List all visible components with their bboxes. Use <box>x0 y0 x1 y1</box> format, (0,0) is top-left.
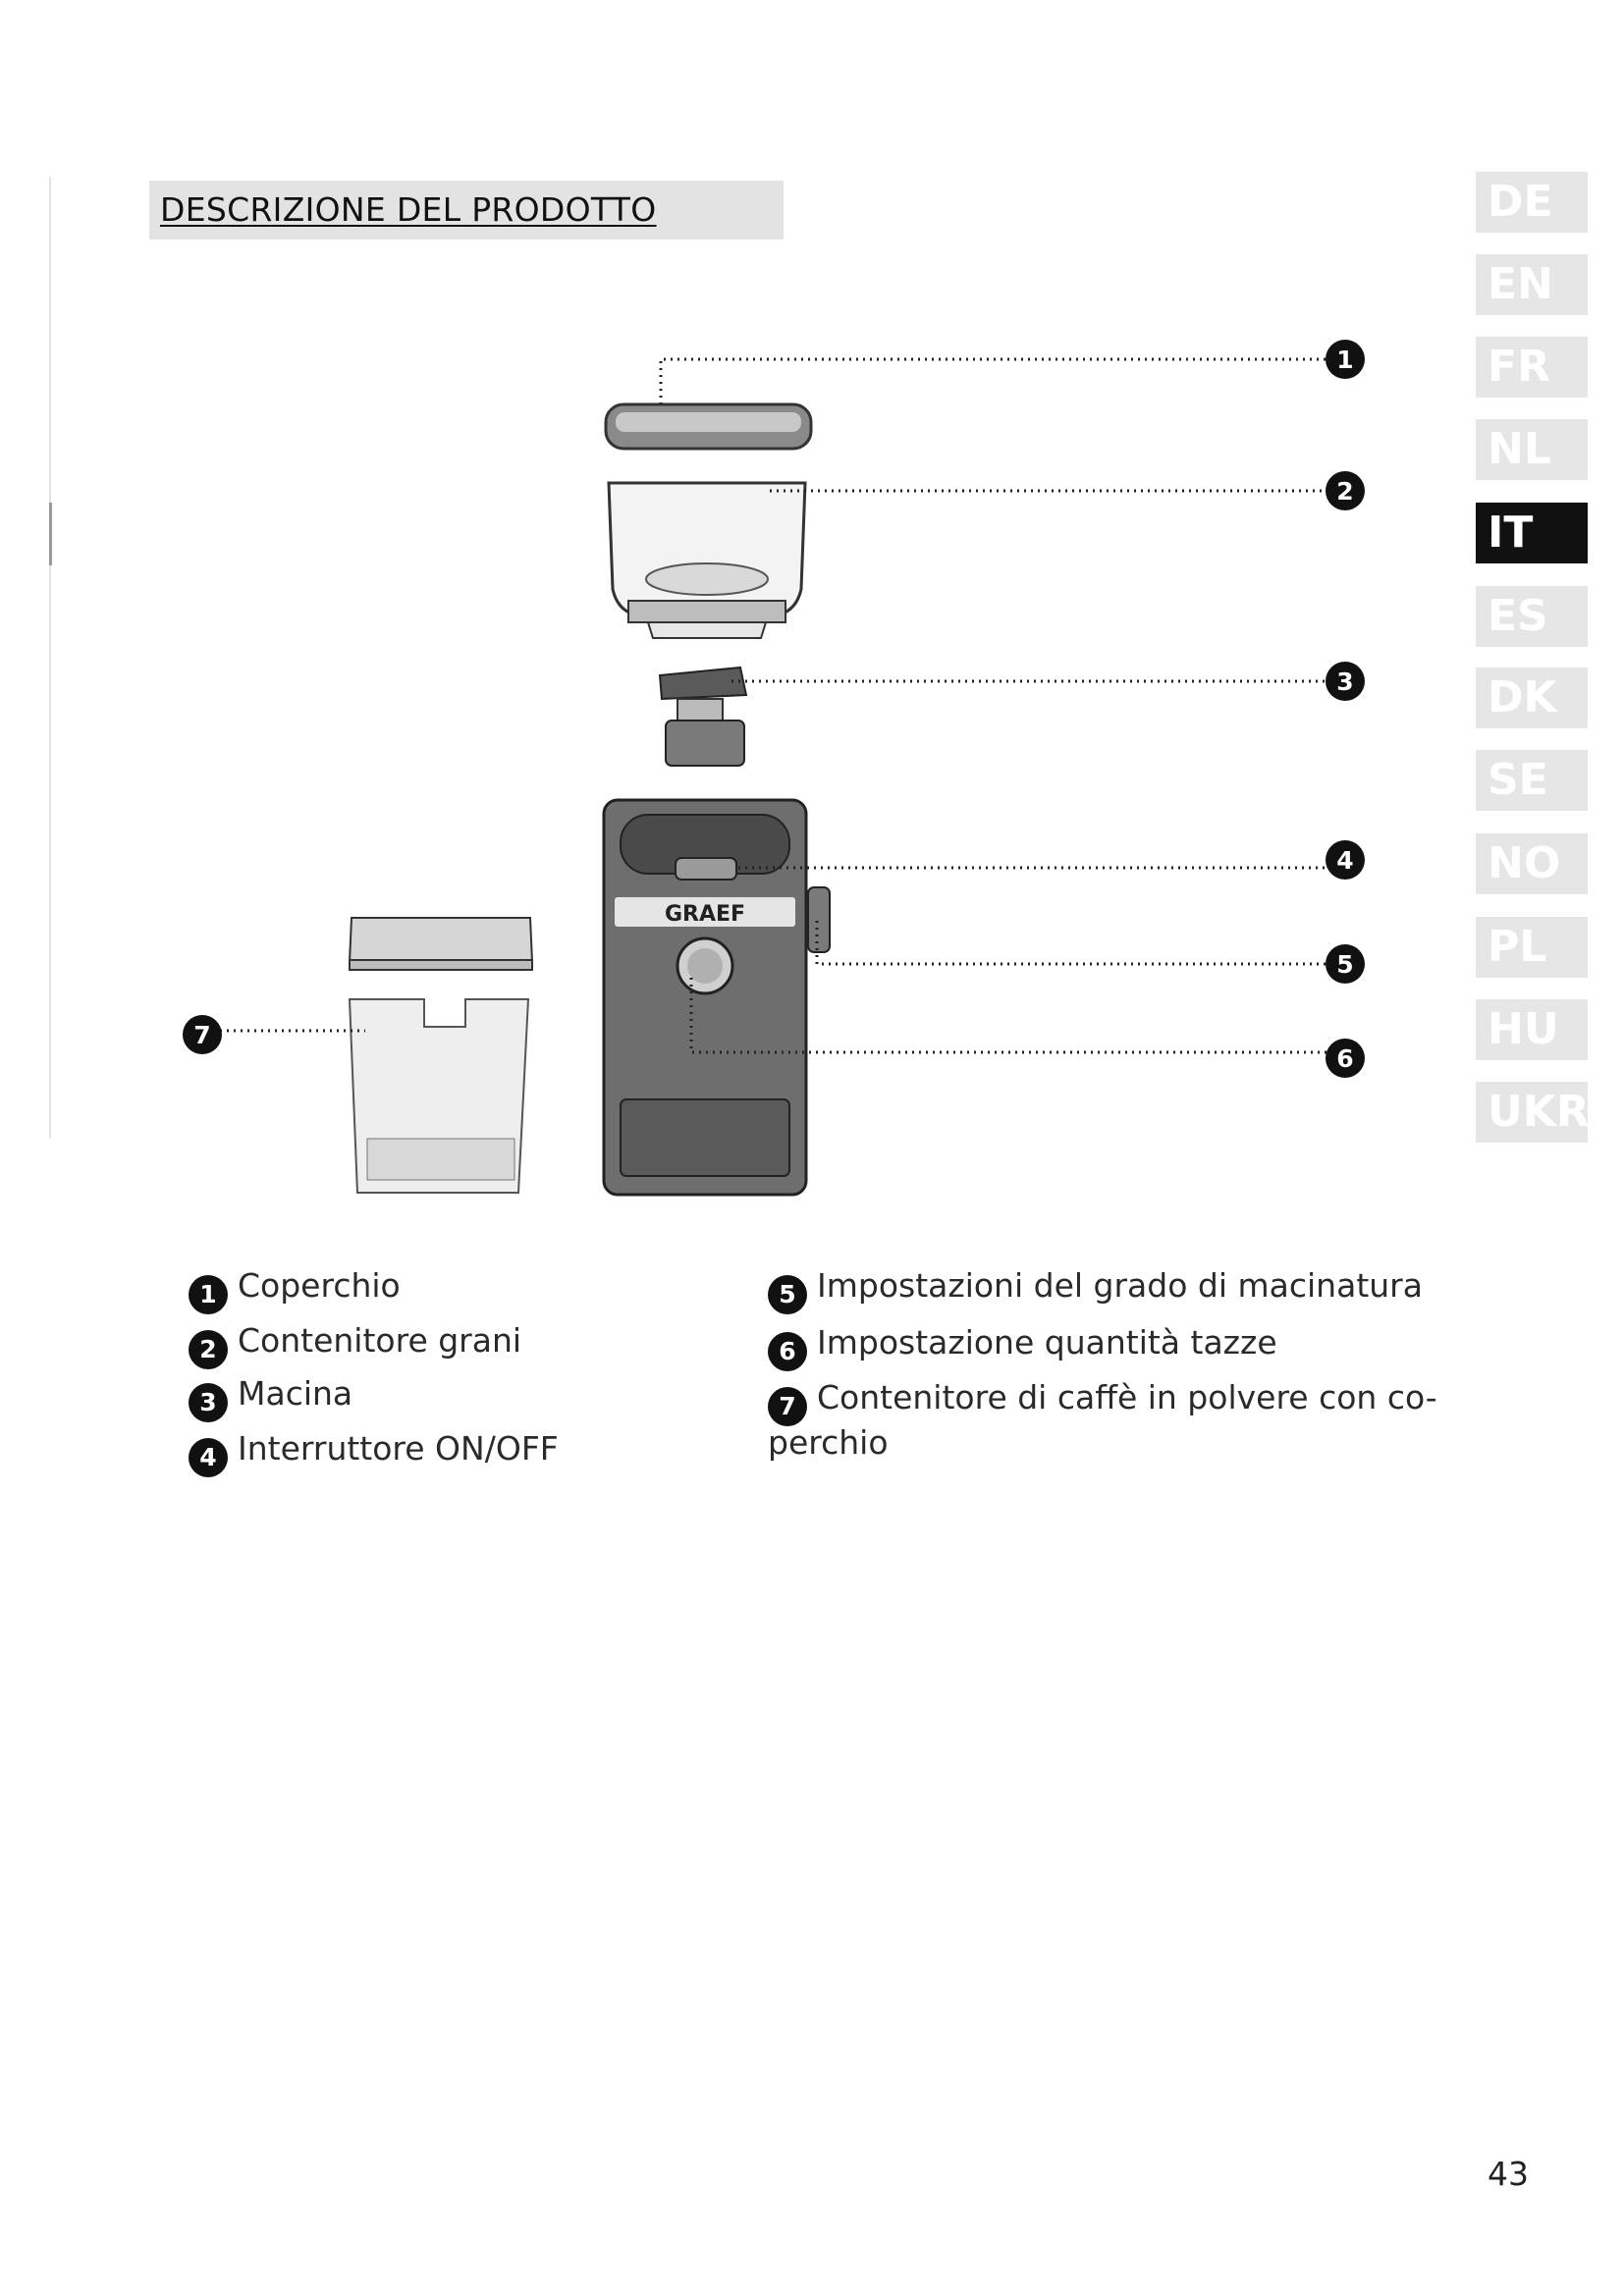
lang-tab-fr[interactable]: FR <box>1476 337 1588 398</box>
brand-label: GRAEF <box>664 902 746 927</box>
legend-label: Macina <box>238 1374 353 1413</box>
lang-tab-no[interactable]: NO <box>1476 833 1588 894</box>
legend-number: 7 <box>768 1387 807 1426</box>
lang-tab-ukr[interactable]: UKR <box>1476 1082 1588 1143</box>
legend-item-6 <box>768 1321 1277 1371</box>
legend-number: 6 <box>768 1332 807 1371</box>
legend-label: Contenitore grani <box>238 1321 522 1360</box>
lang-tab-en[interactable]: EN <box>1476 254 1588 315</box>
legend-item-5 <box>768 1264 1423 1314</box>
lang-tab-dk[interactable]: DK <box>1476 667 1588 728</box>
legend-label: Impostazione quantità tazze <box>817 1323 1277 1362</box>
legend-item-1 <box>189 1264 401 1314</box>
svg-text:2: 2 <box>1336 477 1354 506</box>
callout-6 <box>1326 1039 1365 1078</box>
lang-tab-se[interactable]: SE <box>1476 750 1588 811</box>
section-title: DESCRIZIONE DEL PRODOTTO <box>160 190 657 229</box>
svg-text:1: 1 <box>1336 346 1354 374</box>
svg-text:7: 7 <box>193 1021 211 1049</box>
lang-tab-hu[interactable]: HU <box>1476 999 1588 1060</box>
callout-7 <box>183 1015 222 1054</box>
grinder-base-illustration <box>604 800 830 1195</box>
bean-container-illustration <box>609 483 805 638</box>
svg-text:6: 6 <box>1336 1044 1354 1073</box>
callout-4 <box>1326 840 1365 880</box>
lang-tab-es[interactable]: ES <box>1476 586 1588 647</box>
legend-item-2 <box>189 1319 521 1369</box>
page-number: 43 <box>1488 2155 1529 2193</box>
legend-number: 2 <box>189 1330 228 1369</box>
legend-number: 3 <box>189 1383 228 1422</box>
callout-5 <box>1326 944 1365 984</box>
legend-item-7-continuation: perchio <box>768 1423 889 1462</box>
lang-tab-it[interactable]: IT <box>1476 503 1588 563</box>
lang-tab-pl[interactable]: PL <box>1476 917 1588 978</box>
callout-1 <box>1326 340 1365 379</box>
legend-label: Interruttore ON/OFF <box>238 1429 559 1468</box>
legend-item-3 <box>189 1372 352 1422</box>
svg-text:3: 3 <box>1336 667 1354 696</box>
callout-2 <box>1326 471 1365 510</box>
legend-item-7 <box>768 1376 1437 1426</box>
legend-number: 1 <box>189 1275 228 1314</box>
legend-item-4 <box>189 1427 559 1477</box>
lid-illustration <box>606 404 811 449</box>
legend-label: Coperchio <box>238 1266 401 1305</box>
legend-label: Impostazioni del grado di macinatura <box>817 1266 1423 1305</box>
powder-container-illustration <box>350 918 532 1193</box>
legend-label: Contenitore di caffè in polvere con co- <box>817 1378 1437 1416</box>
svg-text:5: 5 <box>1336 950 1354 979</box>
lang-tab-nl[interactable]: NL <box>1476 419 1588 480</box>
legend-number: 5 <box>768 1275 807 1314</box>
lang-tab-de[interactable]: DE <box>1476 172 1588 233</box>
svg-text:4: 4 <box>1336 846 1354 875</box>
legend-number: 4 <box>189 1438 228 1477</box>
callout-3 <box>1326 662 1365 701</box>
